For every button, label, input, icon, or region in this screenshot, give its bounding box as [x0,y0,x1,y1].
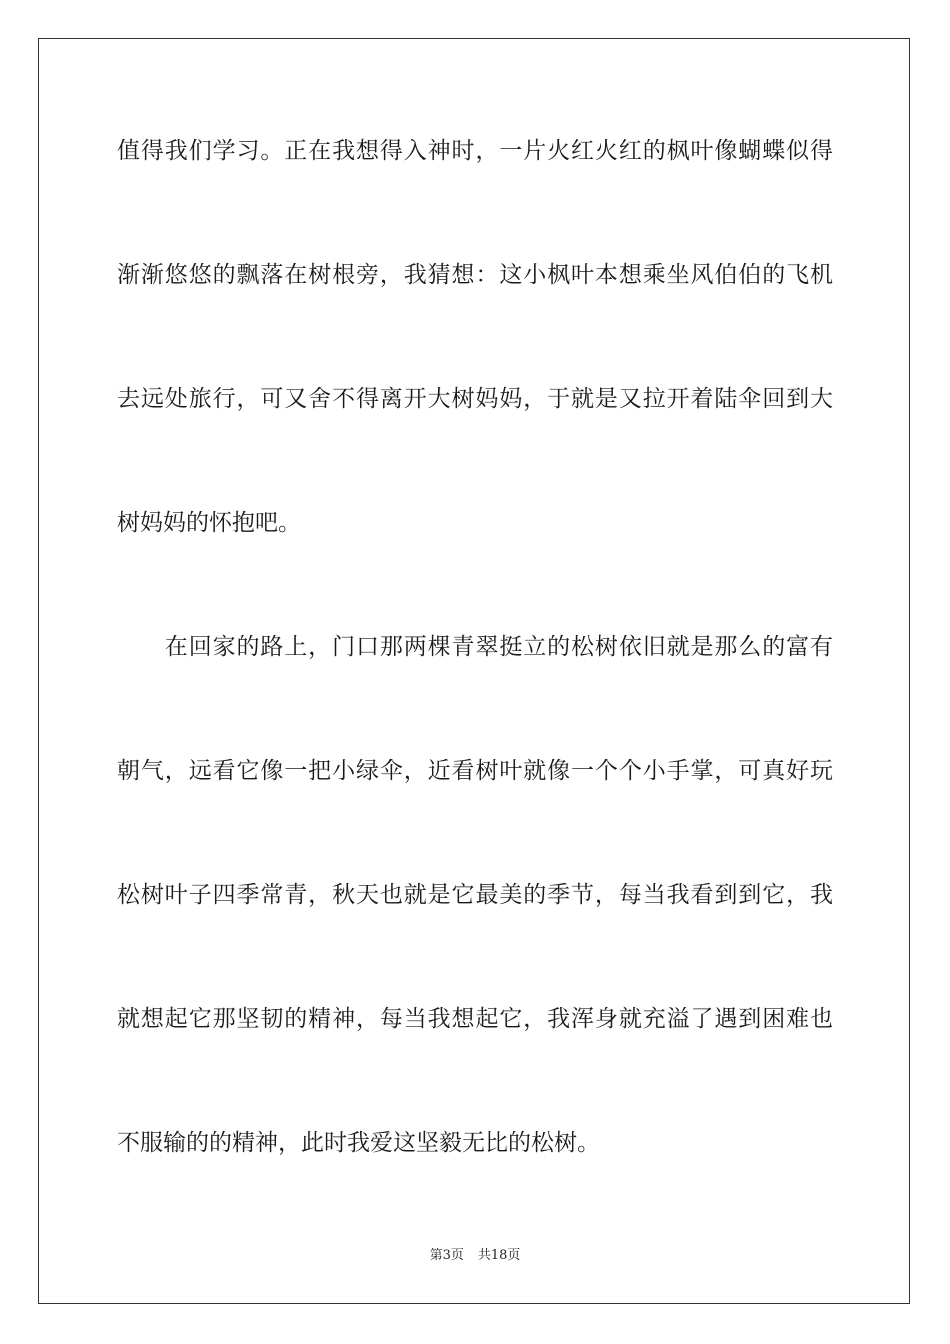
text-line-3: 去远处旅行，可又舍不得离开大树妈妈，于就是又拉开着陆伞回到大 [117,386,833,412]
text-line-9: 不服输的的精神，此时我爱这坚毅无比的松树。 [117,1130,600,1156]
page-number: 第3页 [429,1248,464,1263]
text-line-1: 值得我们学习。正在我想得入神时，一片火红火红的枫叶像蝴蝶似得 [117,138,833,164]
text-line-2: 渐渐悠悠的飘落在树根旁，我猜想：这小枫叶本想乘坐风伯伯的飞机 [117,262,833,288]
page-footer [0,1247,950,1265]
total-pages: 共18页 [477,1248,521,1263]
text-line-8: 就想起它那坚韧的精神，每当我想起它，我浑身就充溢了遇到困难也 [117,1006,833,1032]
text-line-7: 松树叶子四季常青，秋天也就是它最美的季节，每当我看到到它，我 [117,882,833,908]
text-line-6: 朝气，远看它像一把小绿伞，近看树叶就像一个个小手掌，可真好玩 [117,758,833,784]
text-line-5: 在回家的路上，门口那两棵青翠挺立的松树依旧就是那么的富有 [117,634,833,660]
page-border [38,38,910,1304]
text-line-4: 树妈妈的怀抱吧。 [117,510,301,536]
